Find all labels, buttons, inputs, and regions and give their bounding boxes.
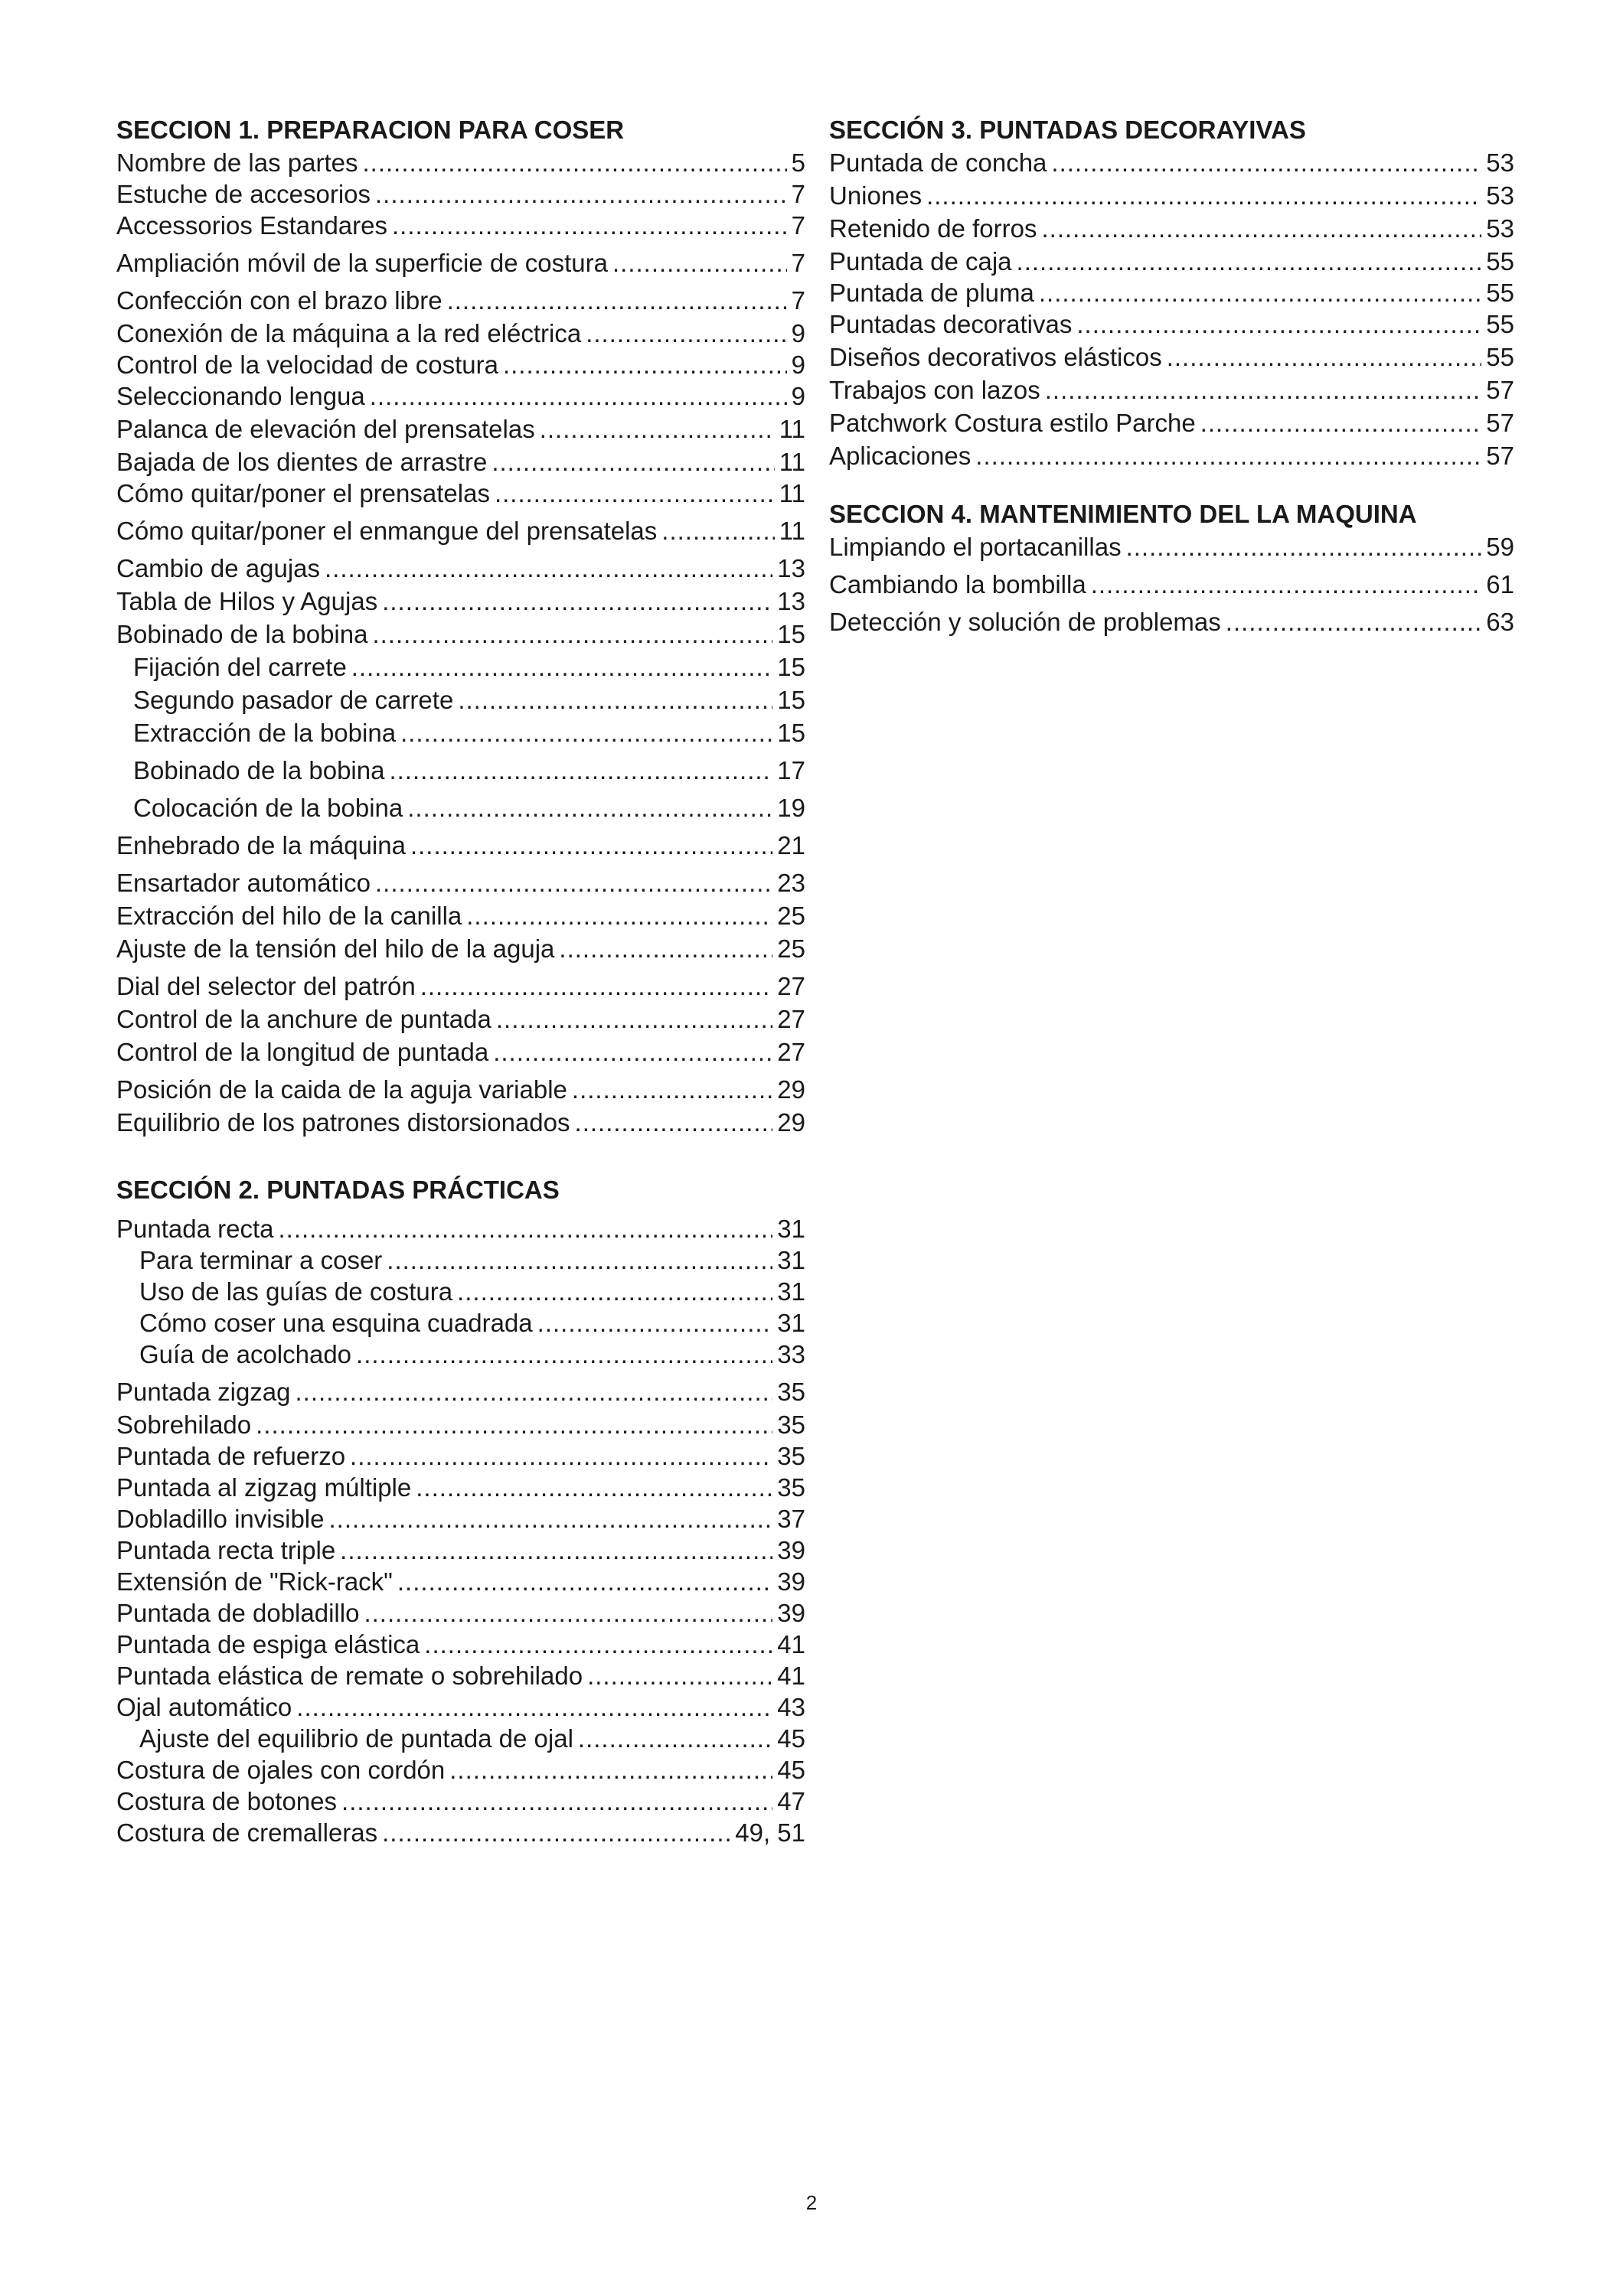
toc-subentry[interactable] [116,684,805,716]
toc-entry[interactable] [829,213,1514,244]
leader-dots [370,380,787,412]
leader-dots [495,478,775,509]
toc-entry[interactable] [116,830,805,861]
toc-entry[interactable] [116,1503,805,1534]
entry-label: Dial del selector del patrón [116,972,416,1000]
section-4-title: SECCION 4. MANTENIMIENTO DEL LA MAQUINA [829,500,1417,528]
toc-entry[interactable] [829,606,1514,638]
leader-dots [382,1817,730,1848]
entry-label: Cómo quitar/poner el prensatelas [116,479,490,507]
entry-label: Detección y solución de problemas [829,608,1221,636]
leader-dots [537,1307,773,1339]
toc-entry[interactable] [829,308,1514,340]
entry-label: Seleccionando lengua [116,382,365,410]
entry-page: 41 [777,1662,805,1690]
entry-page: 31 [777,1309,805,1337]
leader-dots [457,1276,772,1307]
section-3-title: SECCIÓN 3. PUNTADAS DECORAYIVAS [829,116,1306,144]
entry-label: Conexión de la máquina a la red eléctrica [116,319,582,347]
leader-dots [372,618,772,650]
entry-label: Costura de ojales con cordón [116,1756,446,1784]
entry-page: 11 [779,415,805,443]
leader-dots [1042,213,1482,244]
entry-label: Puntada al zigzag múltiple [116,1473,412,1502]
entry-label: Uso de las guías de costura [139,1277,453,1306]
entry-page: 25 [777,934,805,963]
entry-page: 39 [777,1599,805,1627]
leader-dots [1126,531,1482,563]
toc-entry[interactable] [116,515,805,546]
toc-entry[interactable] [116,618,805,650]
leader-dots [416,1472,772,1503]
leader-dots [975,440,1481,471]
leader-dots [493,1036,772,1068]
entry-page: 57 [1486,376,1514,404]
entry-label: Sobrehilado [116,1411,252,1439]
section-1-title: SECCION 1. PREPARACION PARA COSER [116,116,625,144]
entry-page: 35 [777,1411,805,1439]
leader-dots [1167,341,1482,373]
entry-label: Bobinado de la bobina [116,620,368,648]
leader-dots [341,1786,772,1817]
leader-dots [447,285,787,316]
entry-label: Fijación del carrete [133,653,347,681]
leader-dots [1039,277,1481,308]
toc-entry[interactable] [116,1691,805,1723]
toc-subentry[interactable] [116,792,805,823]
entry-page: 39 [777,1536,805,1564]
entry-label: Control de la longitud de puntada [116,1038,489,1066]
entry-label: Puntada de concha [829,148,1047,177]
toc-subentry[interactable] [116,651,805,683]
entry-label: Costura de cremalleras [116,1818,378,1847]
leader-dots [587,1660,772,1691]
entry-page: 31 [777,1215,805,1243]
entry-label: Accessorios Estandares [116,211,387,240]
leader-dots [296,1691,772,1723]
toc-entry[interactable] [829,180,1514,211]
entry-label: Puntada de refuerzo [116,1442,346,1470]
entry-label: Ajuste del equilibrio de puntada de ojal [139,1724,573,1753]
toc-entry[interactable] [116,1786,805,1817]
toc-entry[interactable] [116,970,805,1002]
toc-entry[interactable] [116,1074,805,1105]
entry-page: 53 [1486,148,1514,177]
leader-dots [578,1723,772,1754]
entry-page: 27 [777,1005,805,1033]
leader-dots [612,247,787,279]
toc-subentry[interactable] [116,1339,805,1370]
entry-page: 19 [777,794,805,822]
toc-entry[interactable] [829,246,1514,277]
entry-page: 23 [777,869,805,897]
entry-label: Retenido de forros [829,214,1037,243]
leader-dots [410,830,772,861]
entry-page: 7 [791,211,805,240]
toc-entry[interactable] [116,1660,805,1691]
section-2-title: SECCIÓN 2. PUNTADAS PRÁCTICAS [116,1176,560,1204]
entry-label: Bobinado de la bobina [133,756,385,784]
leader-dots [575,1107,773,1138]
toc-subentry[interactable] [116,1307,805,1339]
toc-entry[interactable] [116,318,805,349]
entry-page: 29 [777,1075,805,1104]
entry-label: Equilibrio de los patrones distorsionados [116,1108,570,1137]
entry-label: Puntada recta [116,1215,274,1243]
entry-page: 55 [1486,343,1514,371]
toc-entry[interactable] [116,446,805,478]
leader-dots [364,1597,772,1629]
entry-label: Cómo coser una esquina cuadrada [139,1309,533,1337]
toc-entry[interactable] [116,1003,805,1035]
entry-label: Puntada de espiga elástica [116,1630,420,1658]
leader-dots [356,1339,772,1370]
entry-label: Enhebrado de la máquina [116,831,406,859]
entry-page: 55 [1486,247,1514,276]
entry-label: Colocación de la bobina [133,794,403,822]
toc-entry[interactable] [116,1107,805,1138]
toc-entry[interactable] [116,1409,805,1440]
leader-dots [387,1244,772,1276]
entry-label: Extracción del hilo de la canilla [116,902,462,930]
page-number: 2 [805,2191,818,2214]
entry-page: 49, 51 [735,1818,805,1847]
leader-dots [540,413,775,445]
entry-label: Estuche de accesorios [116,180,371,208]
entry-page: 55 [1486,279,1514,307]
entry-page: 7 [791,249,805,277]
entry-page: 5 [791,148,805,177]
entry-label: Extensión de "Rick-rack" [116,1567,393,1596]
leader-dots [400,717,772,748]
entry-label: Ampliación móvil de la superficie de costura [116,249,608,277]
leader-dots [572,1074,772,1105]
entry-label: Ojal automático [116,1693,292,1721]
leader-dots [392,210,787,241]
toc-entry[interactable] [116,1472,805,1503]
entry-label: Guía de acolchado [139,1340,352,1368]
entry-page: 61 [1486,570,1514,598]
leader-dots [362,147,786,178]
leader-dots [503,349,787,380]
entry-page: 29 [777,1108,805,1137]
entry-page: 35 [777,1378,805,1406]
entry-label: Uniones [829,181,923,210]
leader-dots [296,1376,773,1407]
entry-label: Control de la velocidad de costura [116,351,498,379]
entry-label: Tabla de Hilos y Agujas [116,587,378,615]
entry-label: Nombre de las partes [116,148,358,177]
toc-entry[interactable] [116,1036,805,1068]
entry-page: 21 [777,831,805,859]
leader-dots [458,684,772,716]
entry-label: Cambio de agujas [116,554,320,582]
leader-dots [340,1534,772,1566]
toc-entry[interactable] [829,531,1514,563]
entry-label: Cambiando la bombilla [829,570,1086,598]
entry-label: Patchwork Costura estilo Parche [829,409,1196,437]
entry-page: 33 [777,1340,805,1368]
entry-label: Para terminar a coser [139,1246,383,1274]
toc-entry[interactable] [116,585,805,617]
leader-dots [926,180,1481,211]
leader-dots [382,585,772,617]
entry-page: 47 [777,1787,805,1815]
entry-page: 11 [779,517,805,545]
entry-label: Puntada de dobladillo [116,1599,360,1627]
entry-page: 45 [777,1724,805,1753]
entry-page: 7 [791,180,805,208]
leader-dots [449,1754,772,1786]
toc-entry[interactable] [116,1754,805,1786]
toc-subentry[interactable] [116,717,805,748]
entry-label: Confección con el brazo libre [116,286,442,315]
leader-dots [1091,569,1482,600]
entry-label: Trabajos con lazos [829,376,1040,404]
entry-page: 9 [791,382,805,410]
entry-label: Control de la anchure de puntada [116,1005,491,1033]
leader-dots [397,1566,772,1597]
toc-subentry[interactable] [116,1276,805,1307]
entry-label: Costura de botones [116,1787,338,1815]
entry-page: 15 [777,653,805,681]
entry-page: 57 [1486,442,1514,470]
entry-page: 53 [1486,181,1514,210]
toc-entry[interactable] [116,380,805,412]
entry-label: Puntada de pluma [829,279,1034,307]
entry-page: 63 [1486,608,1514,636]
toc-entry[interactable] [829,407,1514,439]
entry-label: Puntada de caja [829,247,1012,276]
toc-entry[interactable] [116,147,805,178]
entry-page: 55 [1486,310,1514,338]
toc-entry[interactable] [116,1440,805,1472]
toc-entry[interactable] [116,178,805,210]
entry-page: 41 [777,1630,805,1658]
leader-dots [1200,407,1482,439]
toc-entry[interactable] [116,1629,805,1660]
entry-label: Dobladillo invisible [116,1505,325,1533]
toc-entry[interactable] [116,349,805,380]
toc-subentry[interactable] [116,755,805,786]
leader-dots [351,651,772,683]
toc-subentry[interactable] [116,1244,805,1276]
entry-page: 39 [777,1567,805,1596]
entry-page: 27 [777,1038,805,1066]
entry-label: Diseños decorativos elásticos [829,343,1162,371]
entry-page: 15 [777,719,805,747]
entry-label: Ensartador automático [116,869,371,897]
toc-entry[interactable] [116,1534,805,1566]
leader-dots [1045,374,1482,406]
toc-entry[interactable] [116,1376,805,1407]
entry-page: 13 [777,554,805,582]
entry-label: Segundo pasador de carrete [133,686,454,714]
section-4-entries [829,531,1514,638]
leader-dots [661,515,774,546]
entry-page: 15 [777,686,805,714]
toc-entry[interactable] [829,374,1514,406]
leader-dots [466,900,772,931]
leader-dots [559,933,772,964]
toc-entry[interactable] [829,569,1514,600]
entry-label: Cómo quitar/poner el enmangue del prensatelas [116,517,658,545]
entry-label: Posición de la caida de la aguja variable [116,1075,567,1104]
toc-entry[interactable] [116,900,805,931]
section-3-entries [829,147,1514,471]
toc-entry[interactable] [829,440,1514,471]
entry-page: 31 [777,1277,805,1306]
entry-page: 31 [777,1246,805,1274]
entry-label: Aplicaciones [829,442,972,470]
toc-entry[interactable] [116,1597,805,1629]
leader-dots [420,970,773,1002]
toc-entry[interactable] [116,285,805,316]
leader-dots [407,792,772,823]
entry-page: 35 [777,1442,805,1470]
entry-page: 57 [1486,409,1514,437]
entry-page: 11 [779,479,805,507]
toc-entry[interactable] [116,1213,805,1244]
entry-label: Puntada elástica de remate o sobrehilado [116,1662,583,1690]
entry-page: 37 [777,1505,805,1533]
leader-dots [325,553,772,584]
entry-label: Puntadas decorativas [829,310,1073,338]
leader-dots [328,1503,772,1534]
leader-dots [375,178,787,210]
toc-entry[interactable] [829,147,1514,178]
entry-label: Limpiando el portacanillas [829,533,1122,561]
leader-dots [350,1440,772,1472]
entry-page: 43 [777,1693,805,1721]
toc-entry[interactable] [116,210,805,241]
entry-page: 17 [777,756,805,784]
entry-page: 53 [1486,214,1514,243]
entry-page: 13 [777,587,805,615]
entry-page: 25 [777,902,805,930]
leader-dots [491,446,774,478]
toc-entry[interactable] [829,341,1514,373]
leader-dots [1017,246,1482,277]
toc-entry[interactable] [116,867,805,899]
entry-page: 35 [777,1473,805,1502]
entry-label: Extracción de la bobina [133,719,397,747]
leader-dots [375,867,772,899]
entry-label: Palanca de elevación del prensatelas [116,415,535,443]
toc-right-column [829,113,1514,638]
entry-page: 45 [777,1756,805,1784]
toc-left-column [116,113,805,1848]
toc-entry[interactable] [116,1566,805,1597]
entry-label: Puntada recta triple [116,1536,336,1564]
entry-label: Ajuste de la tensión del hilo de la aguja [116,934,555,963]
section-1-entries [116,147,805,1138]
leader-dots [1051,147,1481,178]
entry-page: 59 [1486,533,1514,561]
entry-page: 11 [779,448,805,476]
entry-page: 7 [791,286,805,315]
entry-page: 15 [777,620,805,648]
leader-dots [389,755,772,786]
leader-dots [424,1629,772,1660]
section-2-entries [116,1213,805,1848]
toc-entry[interactable] [116,413,805,445]
toc-entry[interactable] [829,277,1514,308]
leader-dots [586,318,786,349]
entry-label: Puntada zigzag [116,1378,291,1406]
toc-entry[interactable] [116,247,805,279]
entry-page: 9 [791,319,805,347]
leader-dots [496,1003,772,1035]
leader-dots [278,1213,772,1244]
leader-dots [1226,606,1482,638]
entry-page: 9 [791,351,805,379]
toc-entry[interactable] [116,553,805,584]
leader-dots [1076,308,1481,340]
toc-entry[interactable] [116,1817,805,1848]
leader-dots [256,1409,772,1440]
entry-label: Bajada de los dientes de arrastre [116,448,488,476]
toc-subentry[interactable] [116,1723,805,1754]
toc-entry[interactable] [116,933,805,964]
entry-page: 27 [777,972,805,1000]
toc-entry[interactable] [116,478,805,509]
